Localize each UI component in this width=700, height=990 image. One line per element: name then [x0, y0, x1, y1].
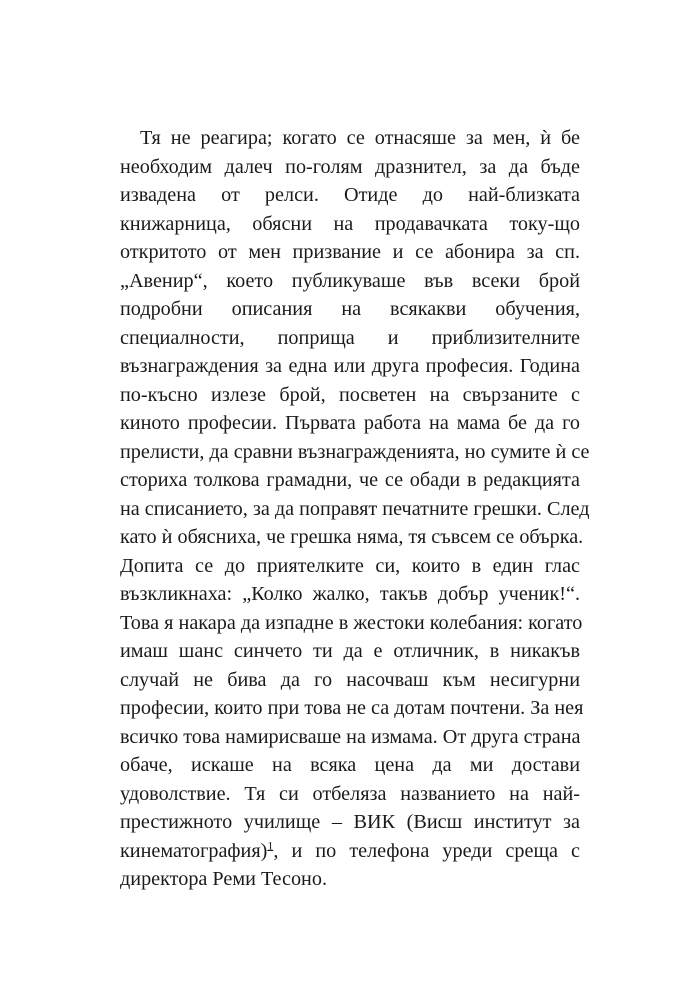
text-line: случай не бива да го насочваш към несигурни	[120, 668, 580, 691]
text-line: извадена от релси. Отиде до най-близката	[120, 184, 580, 206]
text-line: възнаграждения за една или друга професия. Година	[120, 355, 580, 377]
text-line: на списанието, за да поправят печатните грешки. След	[120, 497, 590, 520]
body-paragraph	[120, 124, 590, 894]
text-line: престижното училище – ВИК (Висш институт за	[120, 811, 580, 833]
text-line: прелисти, да сравни възнагражденията, но сумите ѝ се	[120, 440, 590, 463]
text-line: „Авенир“, което публикуваше във всеки брой	[120, 269, 580, 292]
text-line: необходим далеч по-голям дразнител, за да бъде	[120, 155, 580, 178]
text-line: удоволствие. Тя си отбеляза названието на най-	[120, 782, 580, 805]
text-line: сториха толкова грамадни, че се обади в редакцията	[120, 469, 580, 491]
text-line: киното професии. Първата работа на мама бе да го	[120, 412, 580, 434]
footnote-reference-link[interactable]: 1	[267, 837, 274, 852]
text-line: специалности, поприща и приблизителните	[120, 326, 580, 349]
text-line: възкликнаха: „Колко жалко, такъв добър ученик!“.	[120, 583, 580, 605]
text-line-with-footnote	[120, 837, 580, 866]
text-line: професии, които при това не са дотам почтени. За нея	[120, 697, 584, 719]
text-line: Допита се до приятелките си, които в един глас	[120, 554, 580, 577]
text-line: всичко това намирисваше на измама. От друга страна	[120, 725, 581, 748]
text-line: имаш шанс синчето ти да е отличник, в никакъв	[120, 640, 580, 662]
text-line: подробни описания на всякакви обучения,	[120, 298, 580, 320]
text-line: обаче, искаше на всяка цена да ми достави	[120, 754, 580, 776]
text-line-last: директора Реми Тесоно.	[120, 868, 327, 890]
text-segment: , и по телефона уреди среща с	[273, 839, 580, 862]
text-line: Тя не реагира; когато се отнасяше за мен, ѝ бе	[140, 127, 580, 149]
text-segment: кинематография)	[120, 839, 268, 862]
text-line: Това я накара да изпадне в жестоки колебания: когато	[120, 611, 583, 634]
text-line: по-късно излезе брой, посветен на свързаните с	[120, 383, 580, 406]
text-line: книжарница, обясни на продавачката току-що	[120, 212, 580, 235]
text-line: като ѝ обясниха, че грешка няма, тя съвсем се обърка.	[120, 526, 584, 548]
text-line: откритото от мен призвание и се абонира за сп.	[120, 241, 580, 263]
